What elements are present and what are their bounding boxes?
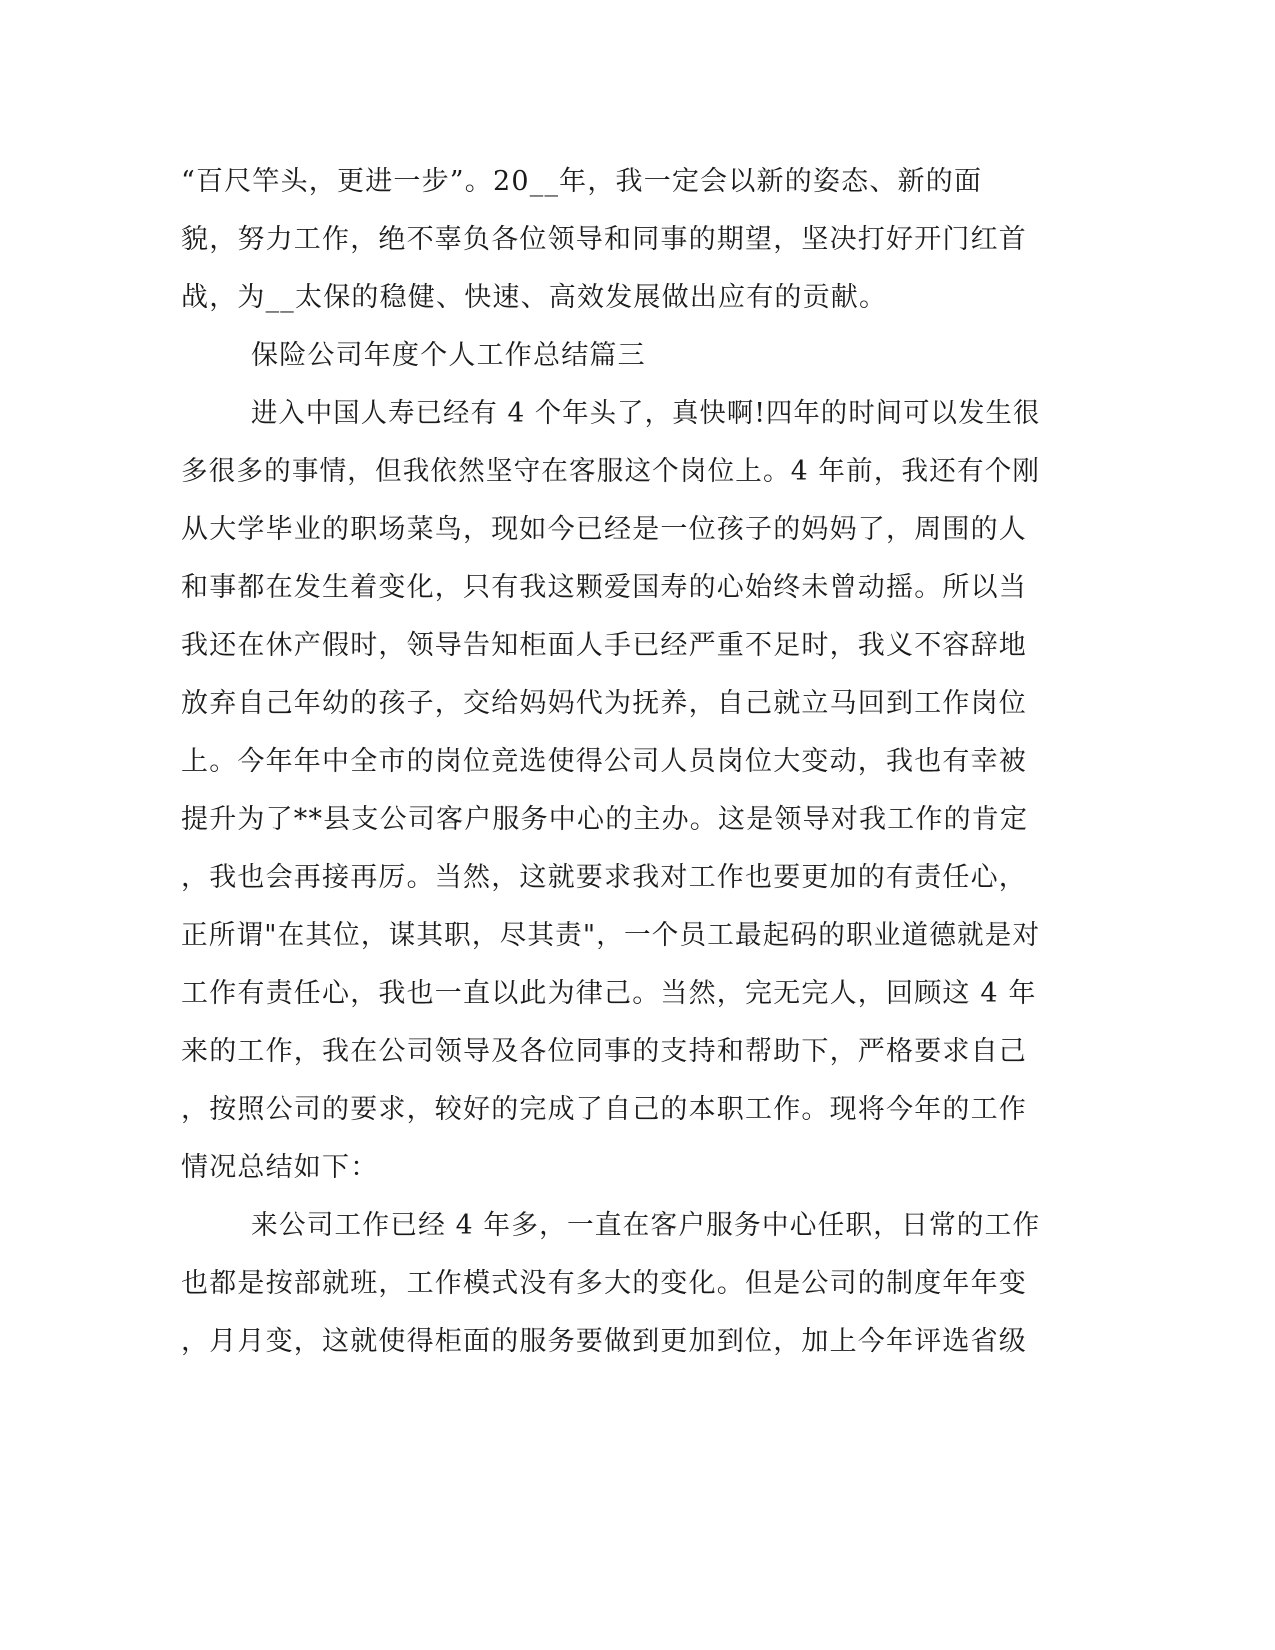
text-line: 来的工作，我在公司领导及各位同事的支持和帮助下，严格要求自己 <box>181 1036 1027 1067</box>
text-line: ，我也会再接再厉。当然，这就要求我对工作也要更加的有责任心， <box>181 862 1027 893</box>
text-line: 工作有责任心，我也一直以此为律己。当然，完无完人，回顾这 4 年 <box>181 978 1037 1009</box>
text-line: “百尺竿头，更进一步”。20__年，我一定会以新的姿态、新的面 <box>181 166 983 197</box>
text-line: 貌，努力工作，绝不辜负各位领导和同事的期望，坚决打好开门红首 <box>181 224 1027 255</box>
text-line: 战，为__太保的稳健、快速、高效发展做出应有的贡献。 <box>181 282 888 313</box>
text-line: 放弃自己年幼的孩子，交给妈妈代为抚养，自己就立马回到工作岗位 <box>181 688 1027 719</box>
text-line: 多很多的事情，但我依然坚守在客服这个岗位上。4 年前，我还有个刚 <box>181 456 1041 487</box>
text-line: 正所谓"在其位，谋其职，尽其责"，一个员工最起码的职业道德就是对 <box>181 920 1041 951</box>
text-line: 也都是按部就班，工作模式没有多大的变化。但是公司的制度年年变 <box>181 1268 1027 1299</box>
text-line: 上。今年年中全市的岗位竞选使得公司人员岗位大变动，我也有幸被 <box>181 746 1027 777</box>
text-line: 提升为了**县支公司客户服务中心的主办。这是领导对我工作的肯定 <box>181 804 1029 835</box>
text-line: 我还在休产假时，领导告知柜面人手已经严重不足时，我义不容辞地 <box>181 630 1027 661</box>
text-line: 来公司工作已经 4 年多，一直在客户服务中心任职，日常的工作 <box>251 1210 1041 1241</box>
text-line: 从大学毕业的职场菜鸟，现如今已经是一位孩子的妈妈了，周围的人 <box>181 514 1027 545</box>
text-line: 和事都在发生着变化，只有我这颗爱国寿的心始终未曾动摇。所以当 <box>181 572 1027 603</box>
text-line: 情况总结如下： <box>181 1152 379 1183</box>
section-heading: 保险公司年度个人工作总结篇三 <box>251 340 646 371</box>
text-line: ，月月变，这就使得柜面的服务要做到更加到位，加上今年评选省级 <box>181 1326 1027 1357</box>
text-line: 进入中国人寿已经有 4 个年头了，真快啊!四年的时间可以发生很 <box>251 398 1041 429</box>
text-line: ，按照公司的要求，较好的完成了自己的本职工作。现将今年的工作 <box>181 1094 1027 1125</box>
